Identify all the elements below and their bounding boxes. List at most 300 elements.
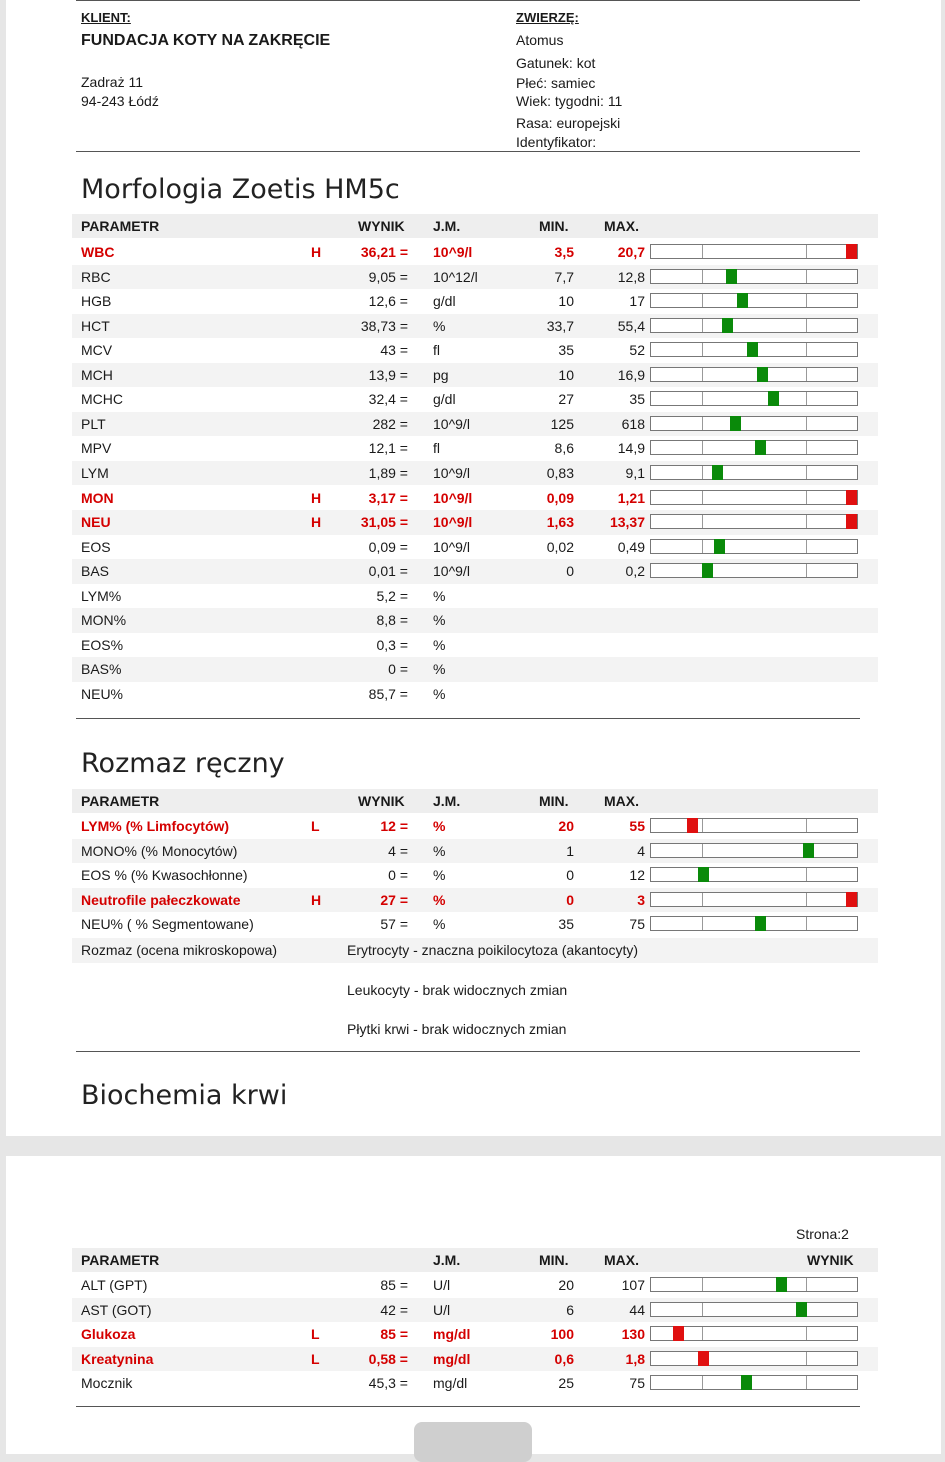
range-marker — [757, 367, 768, 382]
param-name: HGB — [81, 293, 112, 310]
range-bar-divider — [806, 441, 807, 454]
unit: U/l — [433, 1277, 451, 1293]
range-bar-divider — [702, 319, 703, 332]
max-value: 618 — [621, 415, 645, 432]
unit: mg/dl — [433, 1375, 468, 1392]
min-value: 35 — [558, 916, 574, 933]
param-name: MCV — [81, 342, 113, 359]
range-marker — [712, 465, 723, 480]
min-value: 1,63 — [546, 514, 574, 531]
client-address-street: Zadraż 11 — [81, 74, 143, 90]
table-row — [72, 682, 878, 707]
result-value: 0,01 = — [368, 563, 408, 580]
page-number: Strona:2 — [796, 1226, 849, 1242]
unit: % — [433, 612, 446, 629]
max-value: 1,21 — [617, 489, 645, 506]
range-bar — [650, 539, 858, 554]
range-bar-divider — [702, 844, 703, 857]
result-value: 0,3 = — [376, 636, 408, 653]
param-name: NEU% ( % Segmentowane) — [81, 916, 254, 933]
range-bar — [650, 490, 858, 505]
param-name: Mocznik — [81, 1375, 133, 1392]
unit: U/l — [433, 1301, 451, 1318]
range-bar-divider — [806, 270, 807, 283]
unit: % — [433, 685, 446, 702]
unit: 10^9/l — [433, 563, 470, 580]
min-value: 0,83 — [546, 464, 574, 481]
range-marker — [768, 391, 779, 406]
result-value: 27 = — [380, 891, 408, 908]
result-value: 45,3 = — [368, 1375, 408, 1392]
param-name: Kreatynina — [81, 1350, 154, 1367]
morfologia-divider — [76, 718, 860, 719]
range-bar-divider — [806, 491, 807, 504]
table-row — [72, 888, 878, 913]
range-marker — [698, 867, 709, 882]
range-bar-divider — [806, 917, 807, 930]
range-bar — [650, 465, 858, 480]
range-bar — [650, 843, 858, 858]
result-value: 9,05 = — [368, 268, 408, 285]
range-bar-divider — [702, 819, 703, 832]
min-value: 20 — [558, 818, 574, 834]
range-bar — [650, 514, 858, 529]
param-name: BAS — [81, 563, 110, 580]
range-bar — [650, 1302, 858, 1317]
table-row — [72, 314, 878, 339]
max-value: 16,9 — [617, 366, 645, 383]
animal-name: Atomus — [516, 32, 564, 48]
max-value: 14,9 — [617, 440, 645, 457]
range-bar-divider — [806, 540, 807, 553]
param-name: NEU% — [81, 685, 124, 702]
range-bar — [650, 244, 858, 259]
unit: % — [433, 891, 446, 908]
unit: 10^9/l — [433, 464, 470, 481]
range-bar — [650, 342, 858, 357]
range-bar-divider — [702, 540, 703, 553]
flag-indicator: H — [311, 891, 322, 908]
param-name: MON% — [81, 612, 127, 629]
range-bar-divider — [806, 515, 807, 528]
range-marker — [726, 269, 737, 284]
max-value: 55 — [629, 818, 645, 834]
unit: fl — [433, 440, 440, 457]
header-result: WYNIK — [807, 1252, 854, 1268]
range-bar — [650, 916, 858, 931]
result-value: 4 = — [388, 842, 408, 859]
smear-note-leukocytes: Leukocyty - brak widocznych zmian — [347, 982, 568, 998]
header-max: MAX. — [604, 218, 639, 234]
section-title-biochemia: Biochemia krwi — [81, 1080, 288, 1111]
range-bar — [650, 1351, 858, 1366]
animal-species: Gatunek: kot — [516, 55, 596, 71]
range-marker — [846, 892, 857, 907]
header-unit: J.M. — [433, 218, 461, 234]
unit: mg/dl — [433, 1350, 471, 1367]
animal-label: ZWIERZĘ: — [516, 10, 579, 25]
header-max: MAX. — [604, 1252, 639, 1268]
result-value: 43 = — [380, 342, 408, 359]
unit: g/dl — [433, 391, 456, 408]
range-bar-divider — [702, 893, 703, 906]
header-min: MIN. — [539, 218, 569, 234]
animal-sex: Płeć: samiec — [516, 75, 596, 91]
header-min: MIN. — [539, 1252, 569, 1268]
table-row — [72, 863, 878, 888]
max-value: 35 — [629, 391, 645, 408]
range-bar-divider — [702, 270, 703, 283]
min-value: 100 — [550, 1326, 574, 1343]
unit: 10^9/l — [433, 489, 473, 506]
max-value: 4 — [637, 842, 645, 859]
max-value: 44 — [629, 1301, 645, 1318]
unit: % — [433, 818, 446, 834]
table-row — [72, 510, 878, 535]
range-marker — [755, 916, 766, 931]
param-name: AST (GOT) — [81, 1301, 152, 1318]
max-value: 17 — [629, 293, 645, 310]
range-bar — [650, 1326, 858, 1341]
range-bar — [650, 867, 858, 882]
max-value: 75 — [629, 916, 645, 933]
param-name: BAS% — [81, 661, 122, 678]
header-divider — [76, 151, 860, 152]
unit: 10^9/l — [433, 244, 473, 260]
unit: % — [433, 916, 446, 933]
param-name: Neutrofile pałeczkowate — [81, 891, 241, 908]
table-row — [72, 363, 878, 388]
result-value: 36,21 = — [360, 244, 408, 260]
header-unit: J.M. — [433, 1252, 461, 1268]
max-value: 12,8 — [617, 268, 645, 285]
range-bar — [650, 269, 858, 284]
range-bar — [650, 440, 858, 455]
biochemia-divider — [76, 1406, 860, 1407]
result-value: 5,2 = — [376, 587, 408, 604]
min-value: 0 — [566, 891, 574, 908]
range-bar-divider — [806, 1278, 807, 1291]
min-value: 27 — [558, 391, 574, 408]
range-marker — [803, 843, 814, 858]
table-row — [72, 486, 878, 511]
result-value: 85 = — [380, 1326, 408, 1343]
animal-age: Wiek: tygodni: 11 — [516, 93, 623, 109]
min-value: 0,09 — [546, 489, 574, 506]
max-value: 75 — [629, 1375, 645, 1392]
table-row — [72, 559, 878, 584]
max-value: 20,7 — [617, 244, 645, 260]
table-row — [72, 1298, 878, 1323]
param-name: EOS% — [81, 636, 124, 653]
range-bar-divider — [806, 868, 807, 881]
range-marker — [687, 818, 698, 833]
result-value: 12,1 = — [368, 440, 408, 457]
table-row — [72, 1322, 878, 1347]
param-name: EOS % (% Kwasochłonne) — [81, 867, 248, 884]
range-bar — [650, 1277, 858, 1292]
unit: % — [433, 587, 446, 604]
range-bar-divider — [806, 893, 807, 906]
range-bar-divider — [702, 515, 703, 528]
range-bar-divider — [806, 1352, 807, 1365]
max-value: 9,1 — [625, 464, 645, 481]
min-value: 25 — [558, 1375, 574, 1392]
min-value: 10 — [558, 366, 574, 383]
unit: pg — [433, 366, 449, 383]
range-bar — [650, 563, 858, 578]
param-name: HCT — [81, 317, 110, 334]
result-value: 31,05 = — [360, 514, 408, 531]
max-value: 0,2 — [625, 563, 645, 580]
unit: % — [433, 867, 446, 884]
param-name: LYM% — [81, 587, 122, 604]
min-value: 8,6 — [554, 440, 574, 457]
result-value: 282 = — [372, 415, 408, 432]
min-value: 0 — [566, 867, 574, 884]
unit: 10^9/l — [433, 538, 470, 555]
min-value: 0,6 — [554, 1350, 574, 1367]
range-bar-divider — [702, 392, 703, 405]
range-bar — [650, 416, 858, 431]
range-bar-divider — [702, 917, 703, 930]
smear-note-platelets: Płytki krwi - brak widocznych zmian — [347, 1021, 567, 1037]
section-title-morfologia: Morfologia Zoetis HM5c — [81, 174, 400, 205]
smear-note-erythrocytes: Erytrocyty - znaczna poikilocytoza (akantocyty) — [347, 942, 638, 958]
param-name: MCH — [81, 366, 113, 383]
table-row — [72, 1273, 878, 1298]
range-marker — [846, 490, 857, 505]
result-value: 1,89 = — [368, 464, 408, 481]
range-bar — [650, 391, 858, 406]
range-bar-divider — [806, 819, 807, 832]
table-row — [72, 657, 878, 682]
unit: 10^9/l — [433, 415, 470, 432]
unit: fl — [433, 342, 440, 359]
range-bar-divider — [806, 417, 807, 430]
header-param: PARAMETR — [81, 218, 160, 234]
table-row — [72, 535, 878, 560]
range-marker — [755, 440, 766, 455]
range-bar-divider — [702, 368, 703, 381]
result-value: 13,9 = — [368, 366, 408, 383]
rozmaz-divider — [76, 1051, 860, 1052]
range-bar-divider — [806, 319, 807, 332]
range-bar-divider — [702, 417, 703, 430]
range-bar-divider — [806, 245, 807, 258]
animal-breed: Rasa: europejski — [516, 115, 621, 131]
result-value: 42 = — [380, 1301, 408, 1318]
range-bar-divider — [806, 466, 807, 479]
range-marker — [747, 342, 758, 357]
unit: % — [433, 317, 446, 334]
table-row — [72, 265, 878, 290]
param-name: MCHC — [81, 391, 123, 408]
range-marker — [722, 318, 733, 333]
header-max: MAX. — [604, 793, 639, 809]
table-row — [72, 608, 878, 633]
range-bar — [650, 892, 858, 907]
header-unit: J.M. — [433, 793, 461, 809]
range-bar — [650, 293, 858, 308]
param-name: NEU — [81, 514, 111, 531]
smear-label: Rozmaz (ocena mikroskopowa) — [81, 942, 278, 958]
table-row — [72, 461, 878, 486]
range-marker — [737, 293, 748, 308]
unit: mg/dl — [433, 1326, 471, 1343]
param-name: LYM% (% Limfocytów) — [81, 818, 230, 834]
range-marker — [714, 539, 725, 554]
range-bar-divider — [702, 1303, 703, 1316]
param-name: WBC — [81, 244, 115, 260]
min-value: 35 — [558, 342, 574, 359]
range-marker — [776, 1277, 787, 1292]
header-param: PARAMETR — [81, 1252, 160, 1268]
range-marker — [730, 416, 741, 431]
range-marker — [702, 563, 713, 578]
top-divider — [76, 0, 860, 1]
result-value: 57 = — [380, 916, 408, 933]
unit: % — [433, 636, 446, 653]
flag-indicator: L — [311, 1350, 320, 1367]
result-value: 85,7 = — [368, 685, 408, 702]
viewer-scroll-handle[interactable] — [414, 1422, 532, 1462]
section-title-rozmaz: Rozmaz ręczny — [81, 748, 285, 779]
range-marker — [673, 1326, 684, 1341]
min-value: 3,5 — [554, 244, 574, 260]
table-row — [72, 584, 878, 609]
client-address-city: 94-243 Łódź — [81, 93, 159, 109]
table-row — [72, 633, 878, 658]
table-row — [72, 240, 878, 265]
unit: g/dl — [433, 293, 456, 310]
param-name: MONO% (% Monocytów) — [81, 842, 238, 859]
range-bar-divider — [806, 392, 807, 405]
result-value: 85 = — [380, 1277, 408, 1293]
param-name: PLT — [81, 415, 106, 432]
min-value: 20 — [558, 1277, 574, 1293]
result-value: 0 = — [388, 867, 408, 884]
min-value: 0 — [566, 563, 574, 580]
result-value: 0 = — [388, 661, 408, 678]
param-name: EOS — [81, 538, 111, 555]
range-bar-divider — [806, 343, 807, 356]
max-value: 107 — [621, 1277, 645, 1293]
header-result: WYNIK — [358, 793, 405, 809]
range-bar-divider — [702, 441, 703, 454]
result-value: 12,6 = — [368, 293, 408, 310]
range-bar — [650, 1375, 858, 1390]
min-value: 0,02 — [546, 538, 574, 555]
max-value: 12 — [629, 867, 645, 884]
flag-indicator: L — [311, 1326, 320, 1343]
result-value: 12 = — [380, 818, 408, 834]
range-marker — [741, 1375, 752, 1390]
table-row — [72, 289, 878, 314]
max-value: 52 — [629, 342, 645, 359]
header-result: WYNIK — [358, 218, 405, 234]
table-header-rozmaz — [72, 789, 878, 813]
result-value: 0,58 = — [368, 1350, 408, 1367]
range-bar-divider — [806, 1327, 807, 1340]
range-marker — [846, 514, 857, 529]
table-row — [72, 1371, 878, 1396]
range-bar-divider — [702, 1327, 703, 1340]
max-value: 0,49 — [617, 538, 645, 555]
table-header-morfologia — [72, 214, 878, 238]
max-value: 3 — [637, 891, 645, 908]
client-name: FUNDACJA KOTY NA ZAKRĘCIE — [81, 32, 331, 49]
param-name: ALT (GPT) — [81, 1277, 148, 1293]
table-row — [72, 1347, 878, 1372]
animal-identifier: Identyfikator: — [516, 134, 597, 150]
range-bar-divider — [806, 564, 807, 577]
unit: % — [433, 661, 446, 678]
table-row — [72, 387, 878, 412]
max-value: 1,8 — [625, 1350, 645, 1367]
param-name: MON — [81, 489, 114, 506]
unit: 10^9/l — [433, 514, 473, 531]
table-row — [72, 338, 878, 363]
flag-indicator: H — [311, 514, 322, 531]
range-bar-divider — [806, 1376, 807, 1389]
range-bar-divider — [702, 1278, 703, 1291]
max-value: 13,37 — [609, 514, 645, 531]
range-bar-divider — [702, 1376, 703, 1389]
table-row — [72, 814, 878, 839]
range-marker — [846, 244, 857, 259]
min-value: 33,7 — [546, 317, 574, 334]
range-bar-divider — [806, 368, 807, 381]
result-value: 8,8 = — [376, 612, 408, 629]
flag-indicator: H — [311, 244, 322, 260]
range-marker — [698, 1351, 709, 1366]
param-name: MPV — [81, 440, 112, 457]
range-bar-divider — [702, 466, 703, 479]
table-row — [72, 839, 878, 864]
range-bar-divider — [702, 294, 703, 307]
range-bar-divider — [702, 245, 703, 258]
max-value: 130 — [621, 1326, 645, 1343]
min-value: 1 — [566, 842, 574, 859]
unit: 10^12/l — [433, 268, 478, 285]
table-header-biochemia — [72, 1248, 878, 1272]
unit: % — [433, 842, 446, 859]
param-name: RBC — [81, 268, 111, 285]
min-value: 125 — [550, 415, 574, 432]
range-bar-divider — [702, 491, 703, 504]
min-value: 7,7 — [554, 268, 574, 285]
flag-indicator: L — [311, 818, 320, 834]
min-value: 6 — [566, 1301, 574, 1318]
range-bar-divider — [806, 294, 807, 307]
table-row — [72, 412, 878, 437]
range-marker — [796, 1302, 807, 1317]
result-value: 3,17 = — [368, 489, 408, 506]
max-value: 55,4 — [617, 317, 645, 334]
range-bar — [650, 818, 858, 833]
result-value: 0,09 = — [368, 538, 408, 555]
header-param: PARAMETR — [81, 793, 160, 809]
table-row — [72, 912, 878, 937]
min-value: 10 — [558, 293, 574, 310]
range-bar-divider — [702, 343, 703, 356]
flag-indicator: H — [311, 489, 322, 506]
result-value: 38,73 = — [360, 317, 408, 334]
param-name: LYM — [81, 464, 109, 481]
client-label: KLIENT: — [81, 10, 131, 25]
range-bar — [650, 367, 858, 382]
